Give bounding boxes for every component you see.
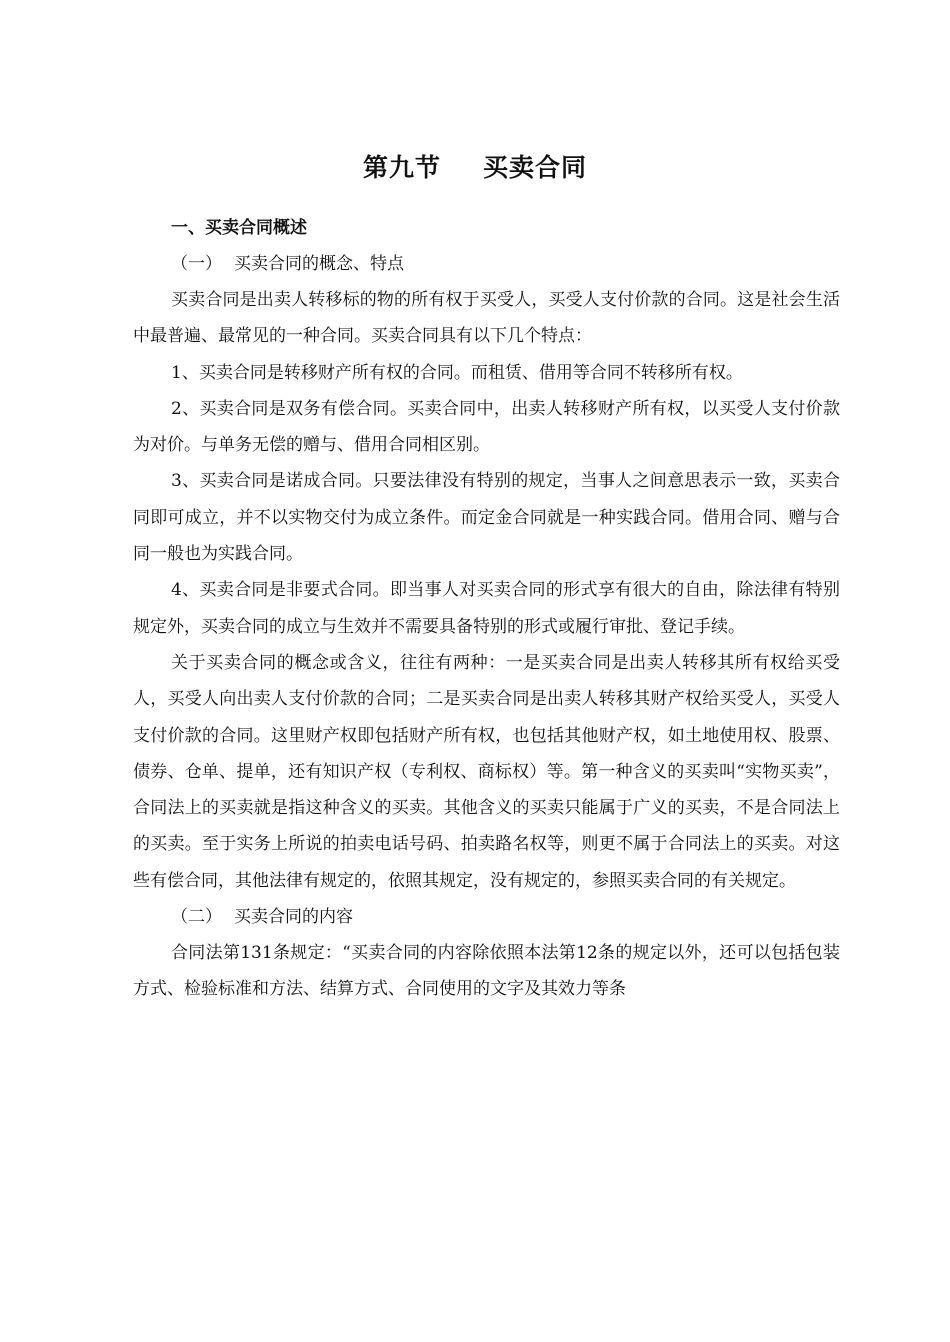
sub-heading-title: 买卖合同的概念、特点 <box>234 254 404 274</box>
title-section-number: 第九节 <box>362 153 441 182</box>
paragraph-meaning: 关于买卖合同的概念或含义，往往有两种：一是买卖合同是出卖人转移其所有权给买受人，买受人向出卖人支付价款的合同；二是买卖合同是出卖人转移其财产权给买受人，买受人支付价款的合同。这里财产权即包括财产所有权，也包括其他财产权，如土地使用权、股票、债券、仓单、提单，还有知识产权（专利权、商标权）等。第一种含义的买卖叫“实物买卖”，合同法上的买卖就是指这种含义的买卖。其他含义的买卖只能属于广义的买卖，不是合同法上的买卖。至于实务上所说的拍卖电话号码、拍卖路名权等，则更不属于合同法上的买卖。对这些有偿合同，其他法律有规定的，依照其规定，没有规定的，参照买卖合同的有关规定。 <box>133 652 840 891</box>
paragraph-feature-2: 2、买卖合同是双务有偿合同。买卖合同中，出卖人转移财产所有权，以买受人支付价款为对价。与单务无偿的赠与、借用合同相区别。 <box>133 398 840 456</box>
sub-heading-2 <box>133 899 840 935</box>
paragraph-feature-4: 4、买卖合同是非要式合同。即当事人对买卖合同的形式享有很大的自由，除法律有特别规定外，买卖合同的成立与生效并不需要具备特别的形式或履行审批、登记手续。 <box>133 580 840 637</box>
sub-heading-number: （一） <box>171 254 222 274</box>
section-heading: 一、买卖合同概述 <box>171 218 307 238</box>
title-text: 买卖合同 <box>483 153 588 182</box>
paragraph-feature-1: 1、买卖合同是转移财产所有权的合同。而租赁、借用等合同不转移所有权。 <box>171 362 743 383</box>
document-body <box>133 210 840 1008</box>
sub-heading-1 <box>133 246 840 282</box>
page-title <box>0 148 950 188</box>
sub-heading-title: 买卖合同的内容 <box>234 907 353 928</box>
paragraph-definition: 买卖合同是出卖人转移标的物的所有权于买受人，买受人支付价款的合同。这是社会生活中最普遍、最常见的一种合同。买卖合同具有以下几个特点： <box>133 290 840 347</box>
sub-heading-number: （二） <box>171 907 222 928</box>
paragraph-feature-3: 3、买卖合同是诺成合同。只要法律没有特别的规定，当事人之间意思表示一致，买卖合同即可成立，并不以实物交付为成立条件。而定金合同就是一种实践合同。借用合同、赠与合同一般也为实践合同。 <box>133 471 840 565</box>
paragraph-article-131: 合同法第131条规定：“买卖合同的内容除依照本法第12条的规定以外，还可以包括包装方式、检验标准和方法、结算方式、合同使用的文字及其效力等条 <box>133 943 840 1000</box>
